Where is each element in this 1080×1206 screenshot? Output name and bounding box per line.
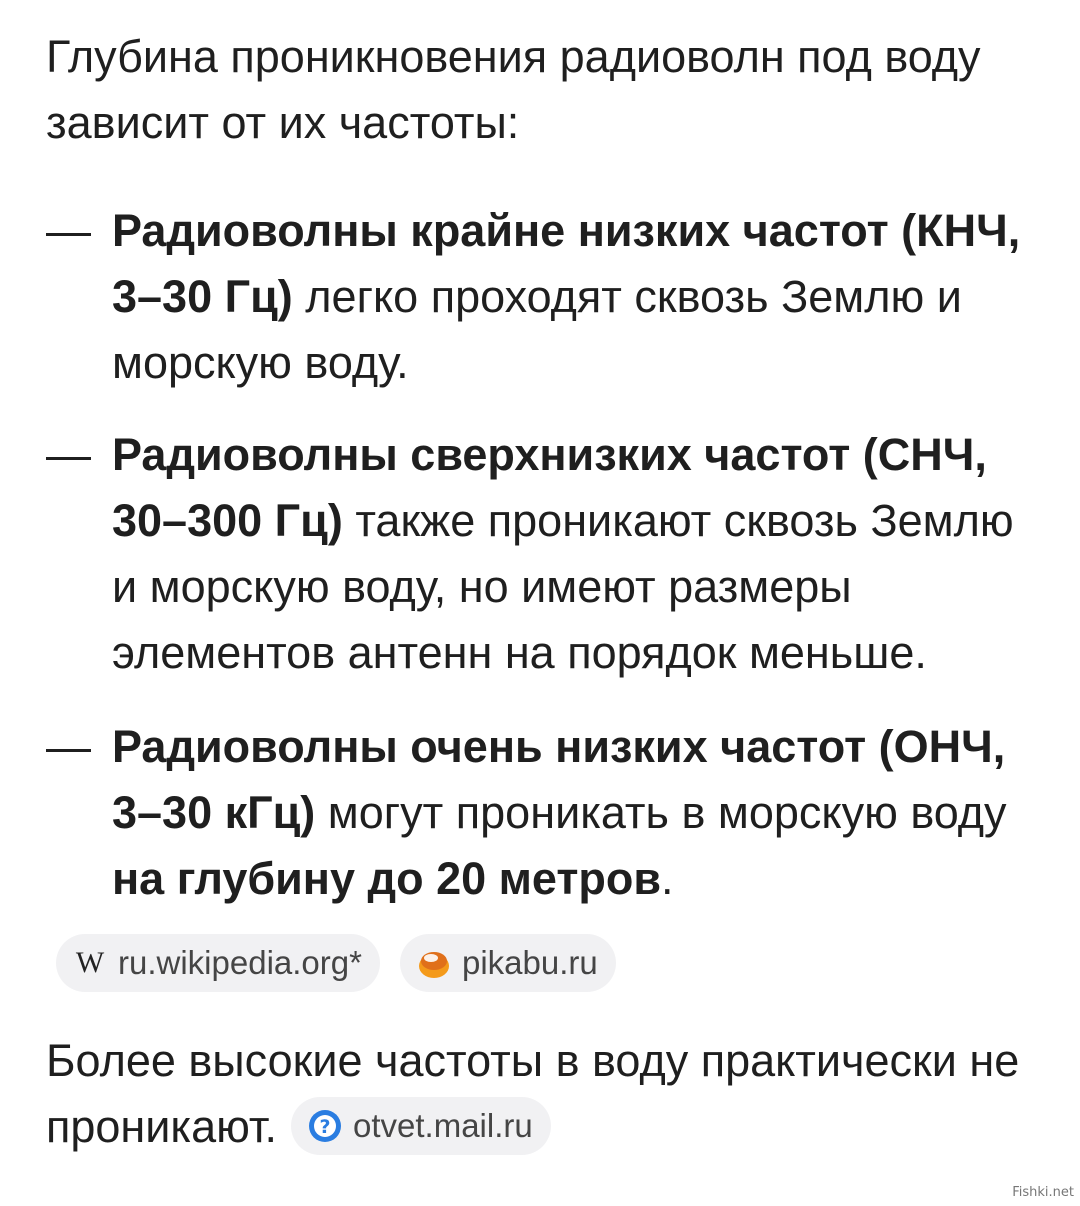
source-chip-otvet-mail[interactable] <box>291 1097 551 1155</box>
svg-text:?: ? <box>319 1116 331 1139</box>
list-item-text: могут проникать в морскую воду <box>315 787 1007 838</box>
list-item-text: также проникают сквозь Землю и морскую воду, но имеют размеры элементов антенн на порядок меньше. <box>112 495 1014 678</box>
wikipedia-icon: W <box>75 946 105 979</box>
list-item-bold: Радиоволны очень низких частот (ОНЧ, 3–30 кГц) <box>112 721 1006 838</box>
list-dash: — <box>46 429 91 480</box>
source-chip-wikipedia[interactable] <box>56 934 380 992</box>
list-dash: — <box>46 721 91 772</box>
list-item-text: легко проходят сквозь Землю и морскую воду. <box>112 271 962 388</box>
list-item-end: . <box>661 853 674 904</box>
source-label: ru.wikipedia.org* <box>118 944 362 981</box>
watermark: Fishki.net <box>1012 1185 1074 1200</box>
otvet-mail-icon <box>307 1108 343 1144</box>
list-item-elf <box>46 198 1036 396</box>
closing-text: Более высокие частоты в воду практически не проникают. <box>46 1035 1020 1152</box>
pikabu-icon <box>416 945 452 981</box>
list-item-bold-depth: на глубину до 20 метров <box>112 853 662 904</box>
source-label: otvet.mail.ru <box>353 1107 533 1145</box>
closing-paragraph <box>46 1028 1036 1160</box>
list-dash: — <box>46 205 91 256</box>
source-chips <box>46 934 1036 992</box>
list-item-bold: Радиоволны крайне низких частот (КНЧ, 3–30 Гц) <box>112 205 1021 322</box>
list-item-bold: Радиоволны сверхнизких частот (СНЧ, 30–300 Гц) <box>112 429 987 546</box>
source-chip-pikabu[interactable] <box>400 934 616 992</box>
source-label: pikabu.ru <box>461 944 598 981</box>
list-item-vlf <box>46 714 1036 912</box>
answer-content <box>46 24 1036 1160</box>
list-item-slf <box>46 422 1036 686</box>
intro-paragraph: Глубина проникновения радиоволн под воду зависит от их частоты: <box>46 31 981 148</box>
